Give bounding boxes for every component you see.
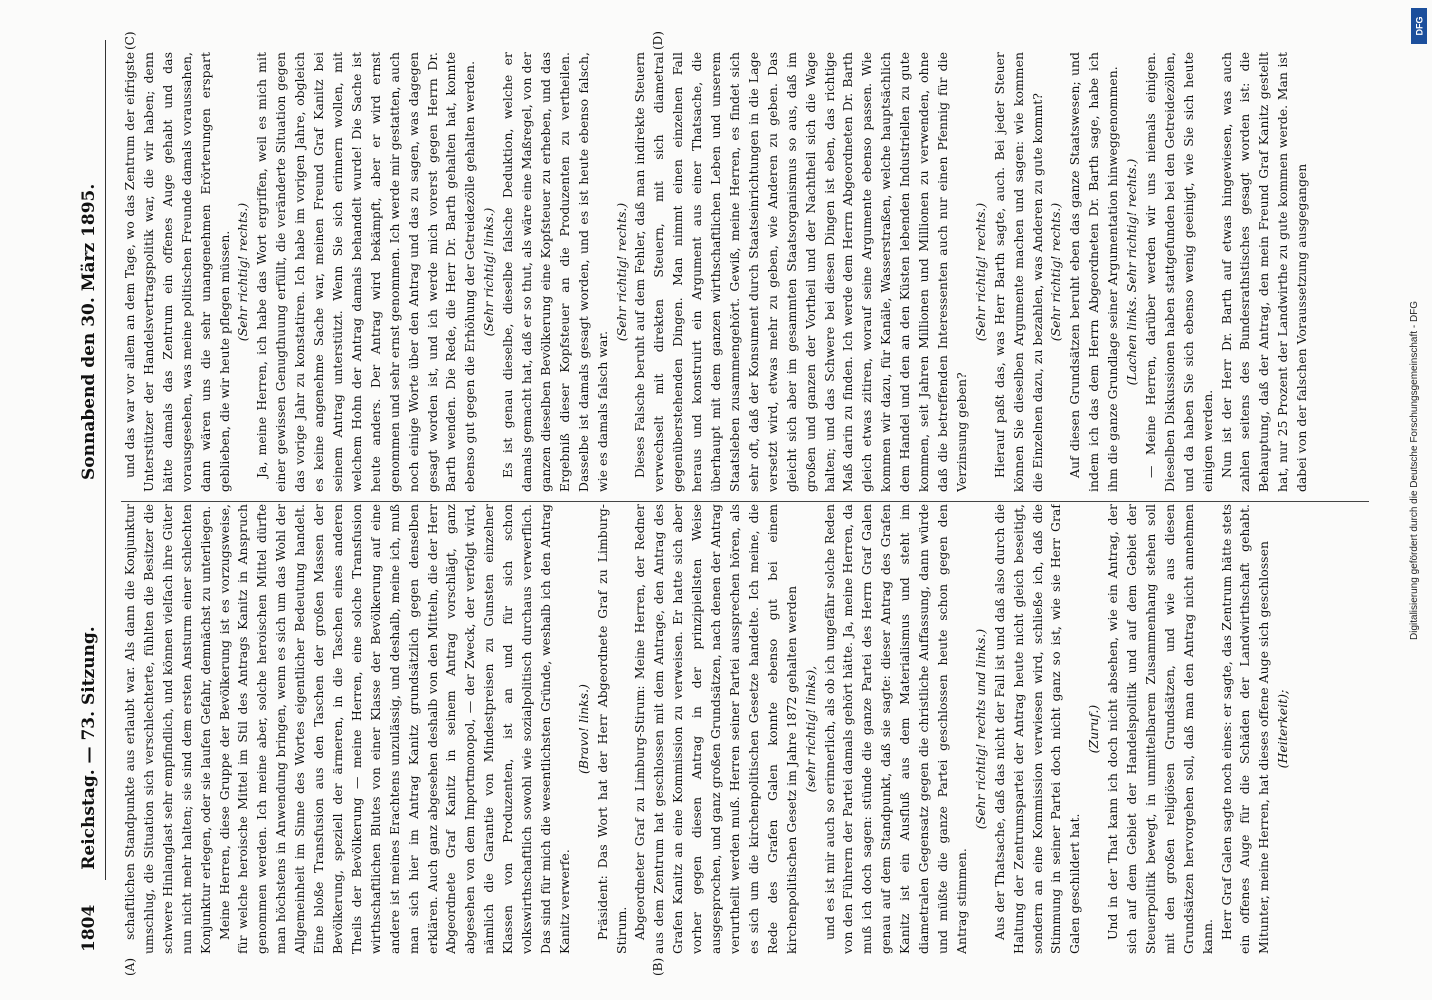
paragraph: Herr Graf Galen sagte noch eines: er sagte, das Zentrum hätte stets ein offenes Auge für die Schäden der Landwirthschaft gehabt. Mitunter, meine Herren, hat dieses offene Auge sich geschlossen xyxy=(1218,504,1272,954)
column-divider xyxy=(121,501,1369,502)
page-number: 1804 xyxy=(79,904,99,952)
paragraph: (Sehr richtig! rechts.) xyxy=(1048,202,1064,342)
paragraph: Abgeordneter Graf zu Limburg-Stirum: Meine Herren, der Redner aus dem Zentrum hat geschlossen mit dem Antrage, den Antrag des Grafen Kanitz an eine Kommission zu verweisen. Er hatte sich aber vorher gegen diesen Antrag in der prinzipiellsten Weise ausgesprochen, und ganz großen Grundsätzen, nach denen der Antrag verurtheilt werden muß. Herren seiner Partei aussprechen hören, als es sich um die kirchenpolitischen Gesetze handelte. Ich meine, die Rede des Grafen Galen konnte ebenso gut bei einem kirchenpolitischen Gesetz im Jahre 1872 gehalten werden xyxy=(632,504,799,954)
paragraph: (Zuruf.) xyxy=(1086,704,1102,754)
paragraph: und es ist mir auch so erinnerlich, als ob ich ungefähr solche Reden von den Führern der Partei damals gehört hätte. Ja, meine Herren, da muß ich doch sagen: stünde die ganze Partei des Herrn Graf Galen genau auf dem Standpunkt, daß sie sagte: dieser Antrag des Grafen Kanitz ist ein Ausfluß aus dem Materialismus und steht im diametralen Gegensatz gegen die christliche Auffassung, dann würde und müßte die ganze Partei geschlossen heute schon gegen den Antrag stimmen. xyxy=(821,504,969,954)
paragraph: Auf diesen Grundsätzen beruht eben das ganze Staatswesen; und indem ich das dem Herrn Abgeordneten Dr. Barth sage, habe ich ihm die ganze Grundlage seiner Argumentation hinweggenommen. xyxy=(1067,52,1121,492)
page-header xyxy=(71,20,111,980)
margin-mark-c: (C) xyxy=(123,31,137,50)
paragraph: Es ist genau dieselbe, dieselbe falsche Deduktion, welche er damals gemacht hat, daß er so thut, als wäre eine Maßregel, von der ganzen dieselben Bevölkerung eine Kopfsteuer zu erheben, und das Ergebniß dieser Kopfsteuer an die Produzenten zu vertheilen. Dasselbe ist damals gesagt worden, und es ist heute ebenso falsch, wie es damals falsch war. xyxy=(500,52,610,492)
paragraph: Ja, meine Herren, ich habe das Wort ergriffen, weil es mich mit einer gewissen Genugthuung erfüllt, die veränderte Situation gegen das vorige Jahr zu konstatiren. Ich habe im vorigen Jahre, obgleich es keine angenehme Sache war, meinen Freund Graf Kanitz bei seinem Antrag unterstützt. Wenn Sie sich erinnern wollen, mit welchem Hohn der Antrag damals behandelt wurde! Die Sache ist heute anders. Der Antrag wird bekämpft, aber er wird ernst genommen und sehr ernst genommen. Ich werde mir gestatten, auch noch einige Worte über den Antrag und das zu sagen, was dagegen gesagt worden ist, und ich werde mich vorerst gegen Herrn Dr. Barth wenden. Die Rede, die Herr Dr. Barth gehalten hat, konnte ebenso gut gegen die Erhöhung der Getreidezölle gehalten werden. xyxy=(254,52,478,492)
paragraph: (sehr richtig! links), xyxy=(802,665,818,793)
left-column xyxy=(121,504,1371,954)
paragraph: (Sehr richtig! links.) xyxy=(481,207,497,337)
paragraph: schaftlichen Standpunkte aus erlaubt war. Als dann die Konjunktur umschlug, die Situation sich verschlechterte, fühlten die Besitzer die schwere Hinlanglast sehr empfindlich, und können vielfach ihre Güter nun nicht mehr halten; sie sind dem ersten Ansturm einer schlechten Konjunktur erlegen, oder sie laufen Gefahr, demnächst zu unterliegen. xyxy=(122,504,213,954)
margin-mark-b: (B) xyxy=(651,957,665,976)
paragraph: (Bravo! links.) xyxy=(575,684,591,774)
paragraph: Meine Herren, diese Gruppe der Bevölkerung ist es vorzugsweise, für welche heroische Mittel im Stil des Antrags Kanitz in Anspruch genommen werden. Ich meine aber, solche heroischen Mittel dürfte man höchstens in Anwendung bringen, wenn es sich um das Wohl der Allgemeinheit im Sinne des Wortes eigentlicher Bedeutung handelt. Eine bloße Transfusion aus den Taschen der großen Massen der Bevölkerung, speziell der ärmeren, in die Taschen eines anderen Theils der Bevölkerung — meine Herren, eine solche Transfusion wirthschaftlichen Blutes von einer Klasse der Bevölkerung auf eine andere ist meines Erachtens unzulässig, und deshalb, meine ich, muß man sich hier im Antrag Kanitz grundsätzlich gegen denselben erklären. Auch ganz abgesehen deshalb von den Mitteln, die der Herr Abgeordnete Graf Kanitz in seinem Antrag vorschlägt, ganz abgesehen von dem Importmonopol, — der Zweck, der verfolgt wird, nämlich die Garantie von Mindestpreisen zu Gunsten einzelner Klassen von Produzenten, ist an und für sich schon volkswirthschaftlich sowohl wie sozialpolitisch durchaus verwerflich. Das sind für mich die wesentlichsten Gründe, weshalb ich den Antrag Kanitz verwerfe. xyxy=(216,504,572,954)
paragraph: Und in der That kann ich doch nicht absehen, wie ein Antrag, der sich auf dem Gebiet der Handelspolitik und auf dem Gebiet der Steuerpolitik bewegt, in unmittelbarem Zusammenhang stehen soll mit den großen religiösen Grundsätzen, und wie aus diesen Grundsätzen hervorgehen soll, daß man den Antrag nicht annehmen kann. xyxy=(1105,504,1215,954)
paragraph: und das war vor allem an dem Tage, wo das Zentrum der eifrigste Unterstützer der Handelsvertragspolitik war, die wir haben; denn hätte damals das Zentrum ein offenes Auge gehabt und das vorausgesehen, was meine politischen Freunde damals voraussahen, dann wären uns die sehr unangenehmen Erörterungen erspart geblieben, die wir heute pflegen müssen. xyxy=(122,52,232,492)
paragraph: Aus der Thatsache, daß das nicht der Fall ist und daß also durch die Haltung der Zentrumspartei der Antrag heute nicht gleich beseitigt, sondern an eine Kommission verwiesen wird, schließe ich, daß die Stimmung in seiner Partei doch nicht ganz so ist, wie sie Herr Graf Galen geschildert hat. xyxy=(991,504,1083,954)
rotated-page-content xyxy=(51,20,1381,980)
paragraph: (Sehr richtig! rechts.) xyxy=(613,202,629,342)
paragraph: (Heiterkeit); xyxy=(1275,689,1291,769)
dfg-logo: DFG xyxy=(1411,8,1427,44)
session-date: Sonnabend den 30. März 1895. xyxy=(79,183,99,480)
paragraph: (Lachen links. Sehr richtig! rechts.) xyxy=(1124,158,1140,386)
paragraph: (Sehr richtig! rechts.) xyxy=(972,202,988,342)
session-title: Reichstag. — 73. Sitzung. xyxy=(79,626,99,870)
digitization-imprint: Digitalisierung gefördert durch die Deutsche Forschungsgemeinschaft - DFG xyxy=(1409,300,1420,640)
paragraph: (Sehr richtig! rechts und links.) xyxy=(972,628,988,830)
paragraph: — Meine Herren, darüber werden wir uns niemals einigen. Dieselben Diskussionen haben stattgefunden bei den Getreidezöllen, und da haben Sie sich ebenso wenig geeinigt, wie Sie sich heute einigen werden. xyxy=(1142,52,1215,492)
paragraph: Dieses Falsche beruht auf dem Fehler, daß man indirekte Steuern verwechselt mit direkten Steuern, mit sich diametral gegenüberstehenden Dingen. Man nimmt einen einzelnen Fall heraus und konstruirt ein Argument aus einer Thatsache, die überhaupt mit dem ganzen wirthschaftlichen Leben und unserem Staatsleben zusammengehört. Gewiß, meine Herren, es findet sich sehr oft, daß der Konsument durch Staatseinrichtungen in die Lage versetzt wird, etwas mehr zu geben, wie Anderen zu geben. Das gleicht sich aber im gesammten Staatsorganismus so aus, daß im großen und ganzen der Vortheil und der Nachtheil sich die Wage halten; und das Schwere bei diesen Dingen ist eben, das richtige Maß darin zu finden. Ich werde dem Herrn Abgeordneten Dr. Barth gleich etwas zitiren, worauf seine Argumente ebenso passen. Wie kommen wir dazu, für Kanäle, Wasserstraßen, welche hauptsächlich dem Handel und den an den Küsten lebenden Industriellen zu gute kommen, seit Jahren Millionen und Millionen zu verwenden, ohne daß die betreffenden Interessenten auch nur einen Pfennig für die Verzinsung geben? xyxy=(632,52,969,492)
right-column xyxy=(121,52,1371,492)
paragraph: Hierauf paßt das, was Herr Barth sagte, auch. Bei jeder Steuer können Sie dieselben Argumente machen und sagen: wie kommen die Einzelnen dazu, zu bezahlen, was Anderen zu gute kommt? xyxy=(991,52,1045,492)
paragraph: (Sehr richtig! rechts.) xyxy=(235,202,251,342)
paragraph: Präsident: Das Wort hat der Herr Abgeordnete Graf zu Limburg-Stirum. xyxy=(594,504,629,954)
header-rule xyxy=(105,40,106,880)
margin-mark-d: (D) xyxy=(651,31,665,50)
margin-mark-a: (A) xyxy=(123,957,137,976)
paragraph: Nun ist der Herr Dr. Barth auf etwas hingewiesen, was auch zahlen seitens des Bundesrathstisches gesagt worden ist: die Behauptung, daß der Antrag, den mein Freund Graf Kanitz gestellt hat, nur 25 Prozent der Landwirthe zu gute kommen werde. Man ist dabei von der falschen Voraussetzung ausgegangen xyxy=(1218,52,1310,492)
